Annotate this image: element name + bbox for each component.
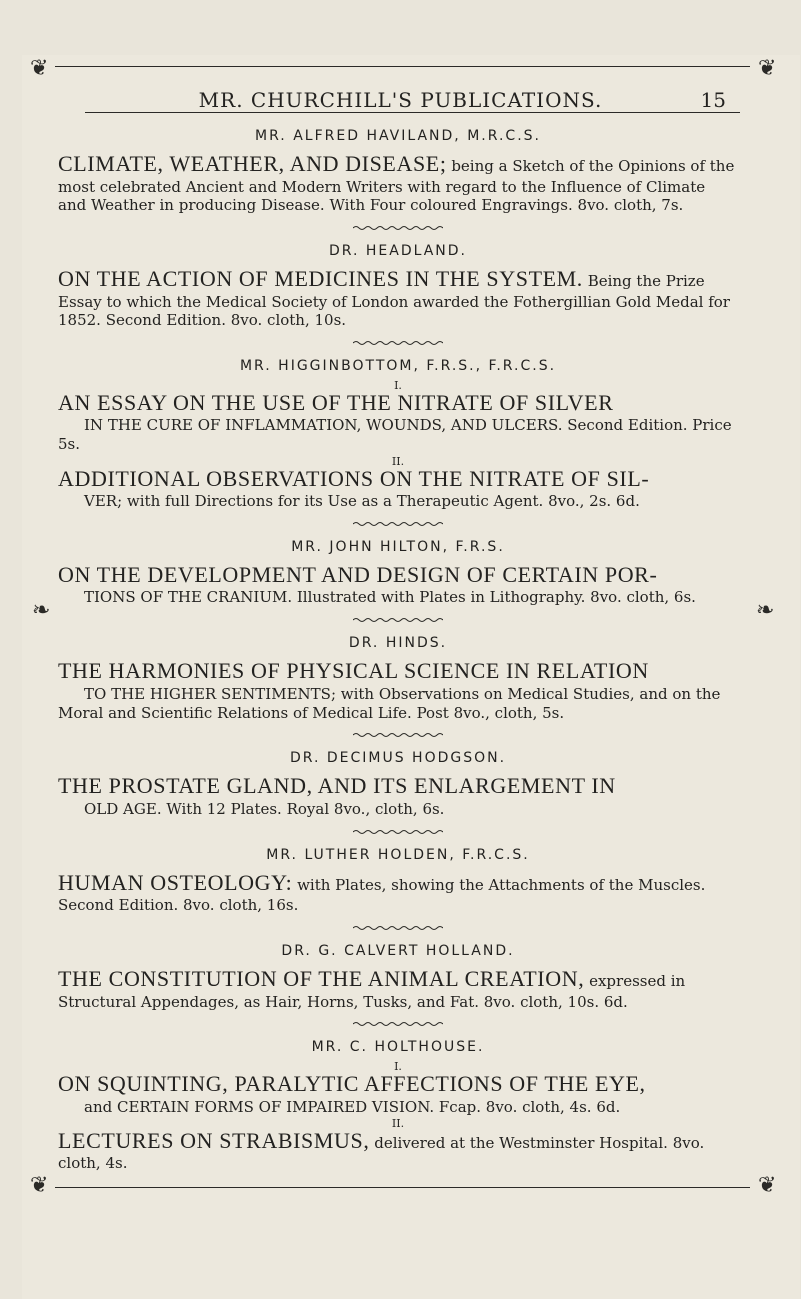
book-entry <box>58 657 738 722</box>
running-title: MR. CHURCHILL'S PUBLICATIONS. <box>198 88 603 112</box>
top-rule <box>55 66 750 67</box>
entry-hilton <box>58 539 738 607</box>
book-number: I. <box>394 1060 402 1074</box>
book-title: THE PROSTATE GLAND, AND ITS ENLARGEMENT IN <box>58 773 616 799</box>
book-entry <box>58 869 738 915</box>
book-description: OLD AGE. With 12 Plates. Royal 8vo., cloth, 6s. <box>84 799 445 818</box>
author-heading: DR. DECIMUS HODGSON. <box>289 750 507 767</box>
entry-holland <box>58 943 738 1011</box>
book-description: and CERTAIN FORMS OF IMPAIRED VISION. Fcap. 8vo. cloth, 4s. 6d. <box>84 1097 621 1116</box>
author-heading: MR. LUTHER HOLDEN, F.R.C.S. <box>266 846 530 863</box>
side-ornament-left: ❧ <box>32 598 51 623</box>
author-heading: MR. JOHN HILTON, F.R.S. <box>291 538 505 555</box>
book-entry <box>58 772 738 818</box>
book-title: ADDITIONAL OBSERVATIONS ON THE NITRATE OF SIL- <box>58 465 650 491</box>
book-title: CLIMATE, WEATHER, AND DISEASE; <box>58 151 447 177</box>
entry-holden <box>58 847 738 915</box>
author-heading: MR. ALFRED HAVILAND, M.R.C.S. <box>255 128 541 144</box>
book-description: Being the Prize Essay to which the Medical Society of London awarded the Fothergillian Gold Medal for 1852. Second Edition. 8vo. cloth, 10s. <box>58 272 730 330</box>
divider-squiggle <box>353 617 443 627</box>
book-number: II. <box>391 454 405 468</box>
divider-squiggle <box>353 340 443 350</box>
book-description: TO THE HIGHER SENTIMENTS; with Observations on Medical Studies, and on the Moral and Scientific Relations of Medical Life. Post 8vo., cloth, 5s. <box>58 684 721 722</box>
book-title: ON THE ACTION OF MEDICINES IN THE SYSTEM. <box>58 266 583 292</box>
author-heading: DR. G. CALVERT HOLLAND. <box>281 942 515 959</box>
book-title: LECTURES ON STRABISMUS, <box>58 1127 370 1153</box>
book-title: THE HARMONIES OF PHYSICAL SCIENCE IN RELATION <box>58 658 649 684</box>
book-title: ON SQUINTING, PARALYTIC AFFECTIONS OF THE EYE, <box>58 1071 646 1097</box>
entry-hinds <box>58 635 738 722</box>
bottom-rule <box>55 1187 750 1188</box>
catalogue-content <box>58 128 738 1173</box>
corner-ornament-top-left: ❦ <box>30 56 49 81</box>
book-title: THE CONSTITUTION OF THE ANIMAL CREATION, <box>58 966 585 992</box>
entry-haviland <box>58 128 738 215</box>
divider-squiggle <box>353 521 443 531</box>
corner-ornament-top-right: ❦ <box>758 56 777 81</box>
page-number: 15 <box>700 88 726 112</box>
book-entry <box>58 965 738 1011</box>
author-heading: DR. HINDS. <box>348 635 448 652</box>
book-description: VER; with full Directions for its Use as a Therapeutic Agent. 8vo., 2s. 6d. <box>84 492 640 511</box>
book-entry <box>58 265 738 330</box>
book-number: II. <box>391 1117 405 1131</box>
book-title: AN ESSAY ON THE USE OF THE NITRATE OF SILVER <box>58 389 614 415</box>
divider-squiggle <box>353 829 443 839</box>
book-title: HUMAN OSTEOLOGY: <box>58 869 293 895</box>
book-description: delivered at the Westminster Hospital. 8vo. cloth, 4s. <box>58 1133 705 1173</box>
entry-higginbottom <box>58 358 738 511</box>
book-entry <box>58 1127 738 1173</box>
book-number: I. <box>394 379 402 393</box>
book-description: IN THE CURE OF INFLAMMATION, WOUNDS, AND ULCERS. Second Edition. Price 5s. <box>58 416 732 454</box>
header-underline <box>85 112 740 113</box>
book-description: expressed in Structural Appendages, as Hair, Horns, Tusks, and Fat. 8vo. cloth, 10s. 6d. <box>58 972 686 1011</box>
book-entry <box>58 1070 738 1116</box>
entry-hodgson <box>58 750 738 818</box>
book-description: being a Sketch of the Opinions of the most celebrated Ancient and Modern Writers with regard to the Influence of Climate and Weather in producing Disease. With Four coloured Engravings. 8vo. cloth, 7s. <box>58 157 735 215</box>
book-description: TIONS OF THE CRANIUM. Illustrated with Plates in Lithography. 8vo. cloth, 6s. <box>84 588 696 607</box>
book-title: ON THE DEVELOPMENT AND DESIGN OF CERTAIN POR- <box>58 561 658 587</box>
divider-squiggle <box>353 925 443 935</box>
corner-ornament-bottom-right: ❦ <box>758 1173 777 1198</box>
author-heading: MR. C. HOLTHOUSE. <box>311 1039 485 1056</box>
side-ornament-right: ❧ <box>756 598 775 623</box>
book-entry <box>58 465 738 511</box>
divider-squiggle <box>353 225 443 235</box>
book-entry <box>58 561 738 607</box>
divider-squiggle <box>353 732 443 742</box>
author-heading: MR. HIGGINBOTTOM, F.R.S., F.R.C.S. <box>239 358 557 375</box>
book-description: with Plates, showing the Attachments of the Muscles. Second Edition. 8vo. cloth, 16s. <box>58 875 706 915</box>
corner-ornament-bottom-left: ❦ <box>30 1173 49 1198</box>
book-entry <box>58 150 738 215</box>
author-heading: DR. HEADLAND. <box>328 243 468 260</box>
entry-holthouse <box>58 1039 738 1173</box>
divider-squiggle <box>353 1021 443 1031</box>
book-entry <box>58 389 738 454</box>
entry-headland <box>58 243 738 330</box>
